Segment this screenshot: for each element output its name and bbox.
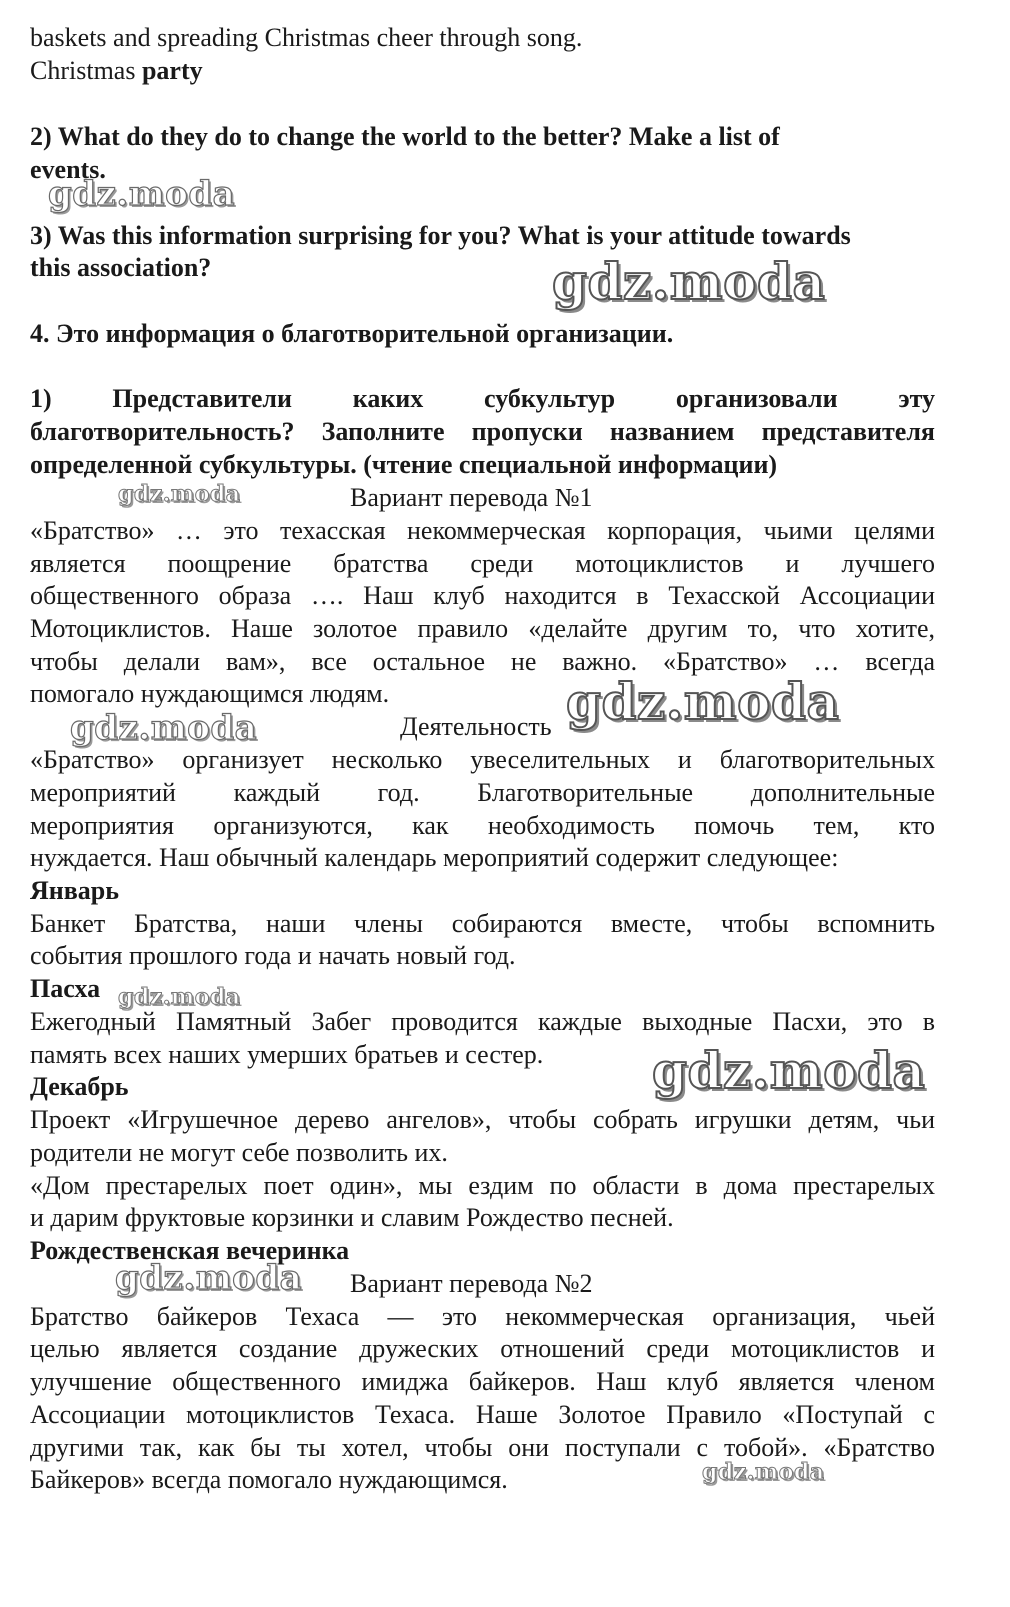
month-heading-december: Декабрь bbox=[30, 1072, 129, 1101]
paragraph-line: Ежегодный Памятный Забег проводится каждые выходные Пасхи, это в bbox=[30, 1007, 935, 1036]
activity-subtitle: Деятельность bbox=[400, 712, 552, 741]
paragraph-line: и дарим фруктовые корзинки и славим Рождество песней. bbox=[30, 1203, 674, 1232]
watermark-logo: gdz.moda bbox=[652, 1041, 926, 1100]
month-heading-easter: Пасха bbox=[30, 974, 101, 1003]
watermark-logo: gdz.moda bbox=[115, 1258, 303, 1298]
paragraph-line: целью является создание дружеских отношений среди мотоциклистов и bbox=[30, 1334, 935, 1363]
watermark-logo: gdz.moda bbox=[552, 252, 826, 311]
watermark-logo: gdz.moda bbox=[566, 672, 840, 731]
paragraph-line: «Братство» организует несколько увеселительных и благотворительных bbox=[30, 745, 935, 774]
paragraph-line: Проект «Игрушечное дерево ангелов», чтобы собрать игрушки детям, чьи bbox=[30, 1105, 935, 1134]
paragraph-line: помогало нуждающимся людям. bbox=[30, 679, 390, 708]
paragraph-line: Братство байкеров Техаса — это некоммерческая организация, чьей bbox=[30, 1302, 935, 1331]
text-line: baskets and spreading Christmas cheer through song. bbox=[30, 23, 583, 52]
paragraph-line: родители не могут себе позволить их. bbox=[30, 1138, 448, 1167]
paragraph-line: общественного образа …. Наш клуб находится в Техасской Ассоциации bbox=[30, 581, 935, 610]
paragraph-line: является поощрение братства среди мотоциклистов и лучшего bbox=[30, 549, 935, 578]
paragraph-line: Мотоциклистов. Наше золотое правило «делайте другим то, что хотите, bbox=[30, 614, 935, 643]
paragraph-line: улучшение общественного имиджа байкеров. Наш клуб является членом bbox=[30, 1367, 935, 1396]
variant-1-title: Вариант перевода №1 bbox=[350, 483, 593, 512]
paragraph-line: нуждается. Наш обычный календарь мероприятий содержит следующее: bbox=[30, 843, 839, 872]
paragraph-line: мероприятий каждый год. Благотворительные дополнительные bbox=[30, 778, 935, 807]
watermark-logo: gdz.moda bbox=[70, 708, 258, 748]
question-3-line: this association? bbox=[30, 253, 212, 282]
question-2-line: 2) What do they do to change the world to the better? Make a list of bbox=[30, 122, 780, 151]
question-2-line: events. bbox=[30, 155, 106, 184]
task-1-line: 1) Представители каких субкультур организовали эту bbox=[30, 384, 935, 413]
variant-2-title: Вариант перевода №2 bbox=[350, 1269, 593, 1298]
paragraph-line: «Братство» … это техасская некоммерческая корпорация, чьими целями bbox=[30, 516, 935, 545]
paragraph-line: Банкет Братства, наши члены собираются вместе, чтобы вспомнить bbox=[30, 909, 935, 938]
paragraph-line: «Дом престарелых поет один», мы ездим по области в дома престарелых bbox=[30, 1171, 935, 1200]
task-1-line: благотворительность? Заполните пропуски названием представителя bbox=[30, 417, 935, 446]
paragraph-line: события прошлого года и начать новый год. bbox=[30, 941, 516, 970]
text-line: Christmas party bbox=[30, 56, 203, 85]
watermark-logo: gdz.moda bbox=[702, 1459, 825, 1485]
christmas-party-heading: Рождественская вечеринка bbox=[30, 1236, 350, 1265]
paragraph-line: мероприятия организуются, как необходимость помочь тем, кто bbox=[30, 811, 935, 840]
month-heading-january: Январь bbox=[30, 876, 120, 905]
paragraph-line: другими так, как бы ты хотел, чтобы они поступали с тобой». «Братство bbox=[30, 1433, 935, 1462]
paragraph-line: Ассоциации мотоциклистов Техаса. Наше Золотое Правило «Поступай с bbox=[30, 1400, 935, 1429]
paragraph-line: Байкеров» всегда помогало нуждающимся. bbox=[30, 1465, 508, 1494]
paragraph-line: память всех наших умерших братьев и сестер. bbox=[30, 1040, 544, 1069]
watermark-logo: gdz.moda bbox=[118, 481, 241, 507]
question-3-line: 3) Was this information surprising for you? What is your attitude towards bbox=[30, 221, 851, 250]
section-4-heading: 4. Это информация о благотворительной организации. bbox=[30, 319, 674, 348]
task-1-line: определенной субкультуры. (чтение специальной информации) bbox=[30, 450, 778, 479]
paragraph-line: чтобы делали вам», все остальное не важно. «Братство» … всегда bbox=[30, 647, 935, 676]
watermark-logo: gdz.moda bbox=[48, 174, 236, 214]
watermark-logo: gdz.moda bbox=[118, 984, 241, 1010]
